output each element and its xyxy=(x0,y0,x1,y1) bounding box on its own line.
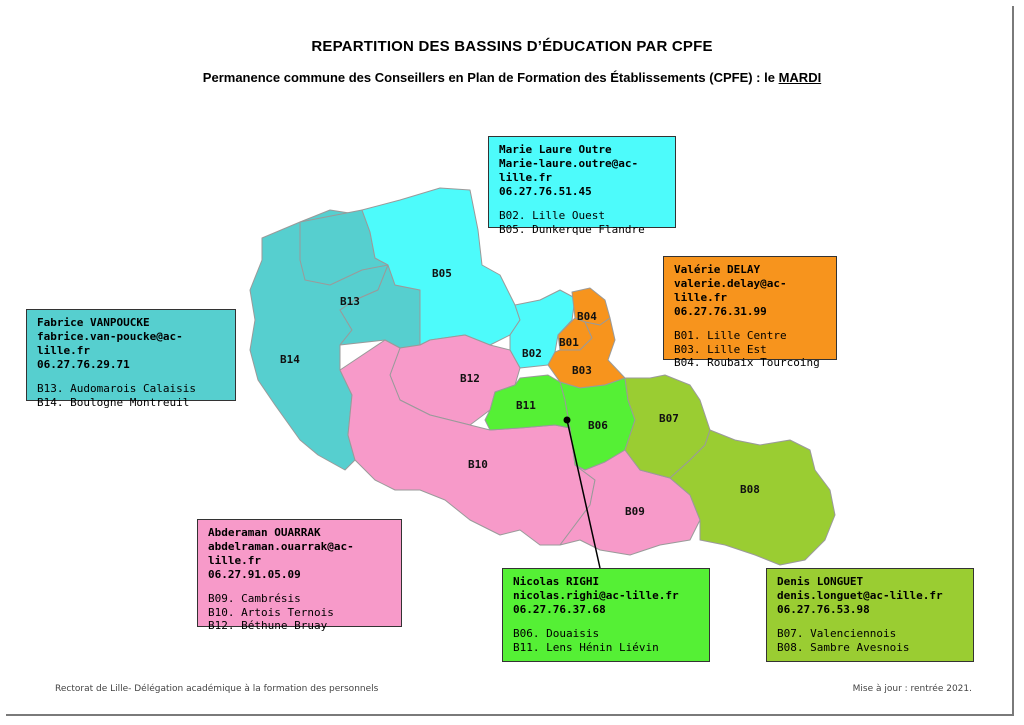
label-b07: B07 xyxy=(659,412,679,425)
bassin-list xyxy=(499,209,667,236)
bassin-item: B02. Lille Ouest xyxy=(499,209,605,222)
contact-phone: 06.27.76.31.99 xyxy=(674,305,767,318)
card-longuet xyxy=(766,568,974,662)
contact-phone: 06.27.76.37.68 xyxy=(513,603,606,616)
label-b12: B12 xyxy=(460,372,480,385)
contact-phone: 06.27.76.29.71 xyxy=(37,358,130,371)
bassin-item: B10. Artois Ternois xyxy=(208,605,334,619)
contact-name: Marie Laure Outre xyxy=(499,143,612,156)
connector-dot xyxy=(564,417,571,424)
label-b04: B04 xyxy=(577,310,597,323)
contact-name: Valérie DELAY xyxy=(674,263,761,276)
page-title: REPARTITION DES BASSINS D’ÉDUCATION PAR CPFE xyxy=(311,38,713,55)
label-b08: B08 xyxy=(740,483,760,496)
contact-name: Denis LONGUET xyxy=(777,575,864,588)
contact-name: Abderaman OUARRAK xyxy=(208,526,321,539)
label-b10: B10 xyxy=(468,458,488,471)
bassin-item: B01. Lille Centre xyxy=(674,329,787,342)
bassin-list xyxy=(777,627,965,654)
bassin-item: B06. Douaisis xyxy=(513,627,600,640)
subtitle-day: MARDI xyxy=(778,70,822,85)
bassin-item: B08. Sambre Avesnois xyxy=(777,640,910,654)
label-b01: B01 xyxy=(559,336,579,349)
contact-email: Marie-laure.outre@ac-lille.fr xyxy=(499,157,639,184)
contact-phone: 06.27.76.53.98 xyxy=(777,603,870,616)
card-vanpoucke xyxy=(26,309,236,409)
label-b13: B13 xyxy=(340,295,360,308)
bassin-item: B07. Valenciennois xyxy=(777,627,897,640)
card-righi xyxy=(502,568,710,662)
label-b05: B05 xyxy=(432,267,452,280)
contact-email: fabrice.van-poucke@ac-lille.fr xyxy=(37,330,183,357)
bassin-item: B13. Audomarois Calaisis xyxy=(37,382,196,395)
bassin-list xyxy=(37,382,227,409)
footer-right: Mise à jour : rentrée 2021. xyxy=(852,684,972,694)
card-ouarrak xyxy=(197,519,402,632)
bassin-item: B11. Lens Hénin Liévin xyxy=(513,640,659,654)
contact-name: Fabrice VANPOUCKE xyxy=(37,316,150,329)
label-b09: B09 xyxy=(625,505,645,518)
contact-email: valerie.delay@ac-lille.fr xyxy=(674,277,787,304)
label-b02: B02 xyxy=(522,347,542,360)
subtitle-text: Permanence commune des Conseillers en Plan de Formation des Établissements (CPFE) : le xyxy=(202,70,775,85)
card-outre xyxy=(488,136,676,236)
label-b06: B06 xyxy=(588,419,608,432)
bassin-item: B03. Lille Est xyxy=(674,342,767,356)
label-b11: B11 xyxy=(516,399,536,412)
label-b14: B14 xyxy=(280,353,300,366)
bassin-item: B04. Roubaix Tourcoing xyxy=(674,356,820,369)
label-b03: B03 xyxy=(572,364,592,377)
bassin-item: B12. Béthune Bruay xyxy=(208,619,328,632)
contact-name: Nicolas RIGHI xyxy=(513,575,600,588)
bassin-list xyxy=(208,592,393,633)
card-delay xyxy=(663,256,837,369)
bassin-list xyxy=(513,627,701,654)
contact-email: abdelraman.ouarrak@ac-lille.fr xyxy=(208,540,354,567)
contact-phone: 06.27.76.51.45 xyxy=(499,185,592,198)
footer-left: Rectorat de Lille- Délégation académique à la formation des personnels xyxy=(55,684,379,694)
bassin-item: B05. Dunkerque Flandre xyxy=(499,222,645,236)
contact-phone: 06.27.91.05.09 xyxy=(208,568,301,581)
contact-email: nicolas.righi@ac-lille.fr xyxy=(513,589,679,602)
bassin-item: B14. Boulogne Montreuil xyxy=(37,395,190,409)
bassin-list xyxy=(674,329,828,370)
contact-email: denis.longuet@ac-lille.fr xyxy=(777,589,943,602)
bassin-item: B09. Cambrésis xyxy=(208,592,301,605)
